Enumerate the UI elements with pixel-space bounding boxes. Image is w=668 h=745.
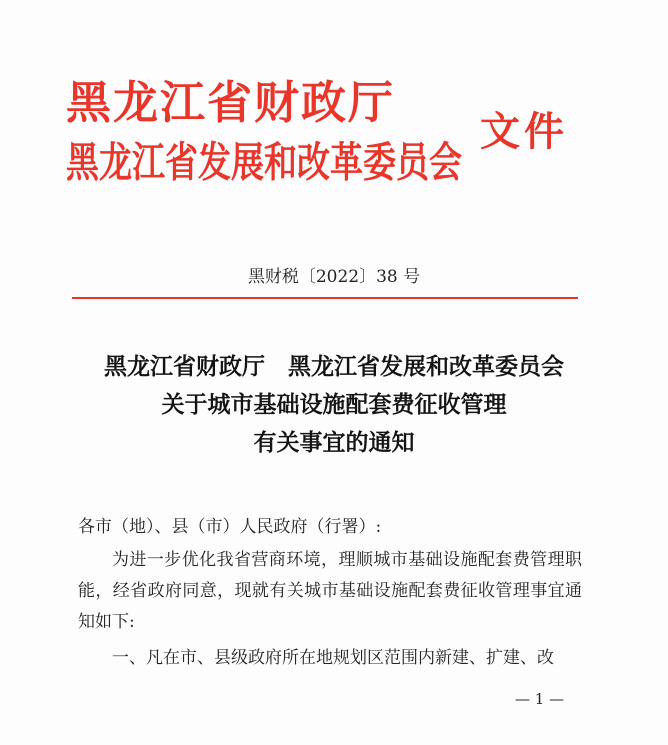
title-line-3: 有关事宜的通知: [253, 430, 415, 456]
document-number: 黑财税〔2022〕38 号: [247, 267, 421, 287]
document-header: [66, 58, 606, 188]
title-line-1: 黑龙江省财政厅 黑龙江省发展和改革委员会: [104, 354, 564, 380]
salutation: 各市（地）、县（市）人民政府（行署）:: [78, 517, 382, 537]
red-divider-line: [72, 297, 578, 299]
document-title: [0, 348, 668, 462]
issuer-name-finance: 黑龙江省财政厅: [66, 76, 396, 129]
body-text: [78, 545, 582, 674]
title-line-2: 关于城市基础设施配套费征收管理: [161, 392, 507, 418]
document-type-label: 文件: [480, 109, 568, 155]
issuer-name-development: 黑龙江省发展和改革委员会: [66, 137, 462, 187]
body-paragraph-2: 一、凡在市、县级政府所在地规划区范围内新建、扩建、改: [112, 648, 554, 668]
body-paragraph-1: 为进一步优化我省营商环境，理顺城市基础设施配套费管理职能，经省政府同意，现就有关城市基础设施配套费征收管理事宜通知如下:: [78, 550, 582, 632]
page-number: — 1 —: [515, 690, 565, 708]
